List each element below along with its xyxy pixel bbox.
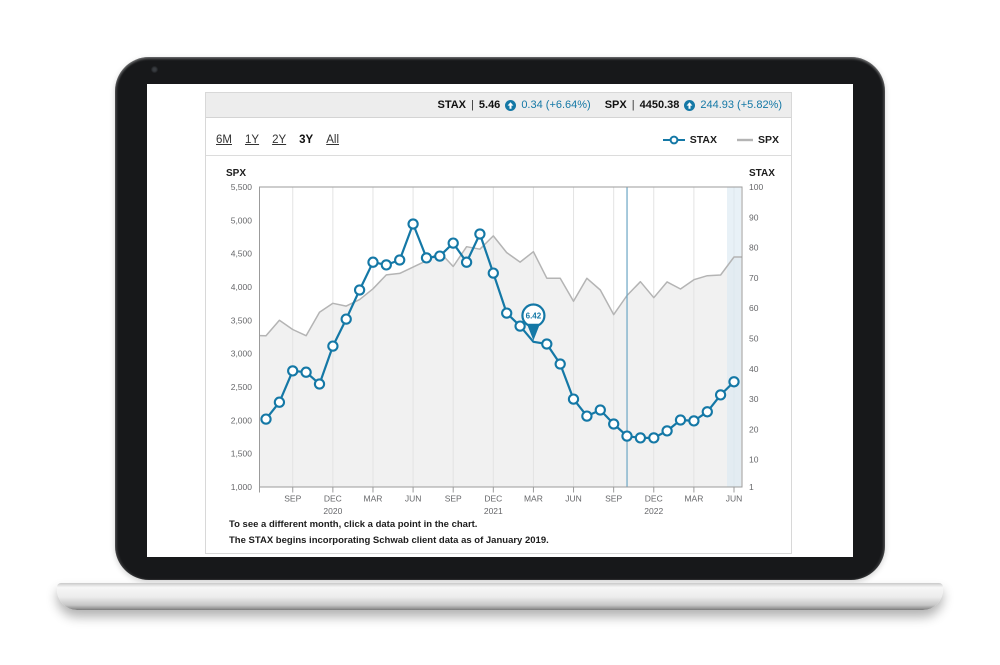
- stax-spx-chart: [206, 161, 793, 516]
- x-tick-label: MAR: [523, 493, 543, 504]
- right-tick-label: 30: [749, 394, 759, 405]
- stax-widget-card: [205, 92, 792, 554]
- stax-data-point[interactable]: [462, 258, 471, 267]
- spx-area-fill: [260, 236, 743, 487]
- spx-quote: [605, 99, 782, 111]
- stax-data-point[interactable]: [516, 322, 525, 331]
- stax-legend-marker-icon: [663, 135, 685, 145]
- right-tick-label: 100: [749, 182, 764, 192]
- x-year-label: 2020: [323, 506, 343, 516]
- stax-data-point[interactable]: [368, 258, 377, 267]
- footnotes: [229, 517, 549, 549]
- range-tab-2y[interactable]: 2Y: [272, 134, 287, 146]
- legend-item-spx: [737, 134, 779, 146]
- stax-data-point[interactable]: [649, 433, 658, 442]
- stax-data-point[interactable]: [449, 239, 458, 248]
- stax-data-point[interactable]: [636, 433, 645, 442]
- left-tick-label: 1,000: [230, 482, 252, 492]
- stax-data-point[interactable]: [395, 255, 404, 264]
- stax-data-point[interactable]: [422, 253, 431, 262]
- chart-legend: [663, 134, 779, 146]
- spx-legend-marker-icon: [737, 135, 753, 145]
- stax-data-point[interactable]: [556, 359, 565, 368]
- left-axis-title: SPX: [226, 168, 247, 179]
- stax-data-point[interactable]: [596, 405, 605, 414]
- spx-change: 244.93 (+5.82%): [700, 99, 782, 111]
- stax-data-point[interactable]: [261, 415, 270, 424]
- time-range-tabs: [216, 134, 339, 146]
- x-tick-label: SEP: [605, 493, 623, 504]
- stax-change: 0.34 (+6.64%): [521, 99, 591, 111]
- current-month-highlight-band: [727, 187, 741, 487]
- stax-data-point[interactable]: [489, 269, 498, 278]
- left-tick-label: 2,000: [230, 415, 252, 426]
- right-tick-label: 60: [749, 303, 759, 314]
- stax-data-point[interactable]: [315, 379, 324, 388]
- range-tab-all[interactable]: All: [326, 134, 339, 146]
- left-tick-label: 4,000: [230, 282, 252, 292]
- stax-quote: [438, 99, 591, 111]
- right-axis: [749, 182, 763, 492]
- stax-data-point[interactable]: [663, 426, 672, 435]
- right-tick-label: 40: [749, 363, 759, 374]
- right-axis-title: STAX: [749, 168, 775, 179]
- x-tick-label: JUN: [565, 493, 582, 504]
- spx-ticker-value: 4450.38: [639, 99, 680, 111]
- stax-data-point[interactable]: [569, 395, 578, 404]
- x-tick-label: SEP: [284, 493, 302, 504]
- x-tick-label: DEC: [644, 493, 663, 504]
- stax-data-point[interactable]: [582, 412, 591, 421]
- legend-label: SPX: [757, 134, 779, 146]
- left-tick-label: 1,500: [230, 448, 252, 459]
- ticker-bar: [206, 93, 791, 118]
- ticker-separator: |: [631, 99, 635, 111]
- webcam-icon: [151, 66, 158, 73]
- x-tick-label: DEC: [484, 493, 503, 504]
- stax-ticker-label: STAX: [437, 99, 467, 111]
- left-tick-label: 3,000: [230, 348, 252, 359]
- spx-ticker-label: SPX: [604, 99, 627, 111]
- left-tick-label: 2,500: [230, 382, 252, 392]
- range-tab-6m[interactable]: 6M: [216, 134, 232, 146]
- stax-data-point[interactable]: [703, 407, 712, 416]
- footnote-line: The STAX begins incorporating Schwab client data as of January 2019.: [229, 535, 549, 546]
- right-tick-label: 20: [749, 424, 759, 435]
- x-year-label: 2022: [644, 506, 664, 516]
- ticker-separator: |: [471, 99, 474, 111]
- tooltip-value: 6.42: [525, 311, 542, 321]
- left-tick-label: 3,500: [230, 315, 252, 326]
- x-tick-label: MAR: [363, 493, 383, 504]
- stax-data-point[interactable]: [275, 398, 284, 407]
- range-tab-3y[interactable]: 3Y: [299, 134, 314, 146]
- stax-data-point[interactable]: [328, 342, 337, 351]
- left-axis: [231, 182, 253, 492]
- x-tick-label: DEC: [323, 493, 342, 504]
- stax-data-point[interactable]: [689, 416, 698, 425]
- x-tick-label: MAR: [684, 493, 704, 504]
- right-tick-label: 70: [749, 272, 759, 283]
- x-tick-label: JUN: [725, 493, 743, 504]
- stax-data-point[interactable]: [288, 366, 297, 375]
- right-tick-label: 1: [749, 482, 754, 492]
- laptop-base: [57, 583, 943, 610]
- divider: [206, 155, 791, 156]
- stax-data-point[interactable]: [716, 390, 725, 399]
- stax-data-point[interactable]: [609, 419, 618, 428]
- legend-item-stax: [663, 134, 717, 146]
- stax-data-point[interactable]: [542, 339, 551, 348]
- stax-data-point[interactable]: [729, 377, 738, 386]
- right-tick-label: 90: [749, 212, 759, 223]
- stax-data-point[interactable]: [435, 252, 444, 261]
- x-year-label: 2021: [483, 506, 503, 516]
- stax-data-point[interactable]: [409, 219, 418, 228]
- stax-data-point[interactable]: [622, 432, 631, 441]
- up-arrow-icon: [684, 100, 695, 111]
- legend-label: STAX: [689, 134, 717, 146]
- left-tick-label: 5,000: [230, 215, 252, 226]
- up-arrow-icon: [505, 100, 516, 111]
- stax-data-point[interactable]: [355, 285, 364, 294]
- x-tick-label: JUN: [404, 493, 422, 504]
- stax-data-point[interactable]: [475, 229, 484, 238]
- stax-ticker-value: 5.46: [478, 99, 501, 111]
- footnote-line: To see a different month, click a data point in the chart.: [229, 519, 478, 530]
- left-tick-label: 5,500: [230, 182, 252, 192]
- stax-data-point[interactable]: [302, 368, 311, 377]
- left-tick-label: 4,500: [230, 248, 252, 259]
- stax-data-point[interactable]: [382, 260, 391, 269]
- stax-data-point[interactable]: [502, 309, 511, 318]
- stax-data-point[interactable]: [676, 415, 685, 424]
- range-tab-1y[interactable]: 1Y: [244, 134, 260, 146]
- right-tick-label: 50: [749, 333, 759, 344]
- right-tick-label: 80: [749, 242, 759, 253]
- x-tick-label: SEP: [444, 493, 462, 504]
- x-axis: [260, 487, 743, 516]
- stax-data-point[interactable]: [342, 315, 351, 324]
- right-tick-label: 10: [749, 454, 759, 465]
